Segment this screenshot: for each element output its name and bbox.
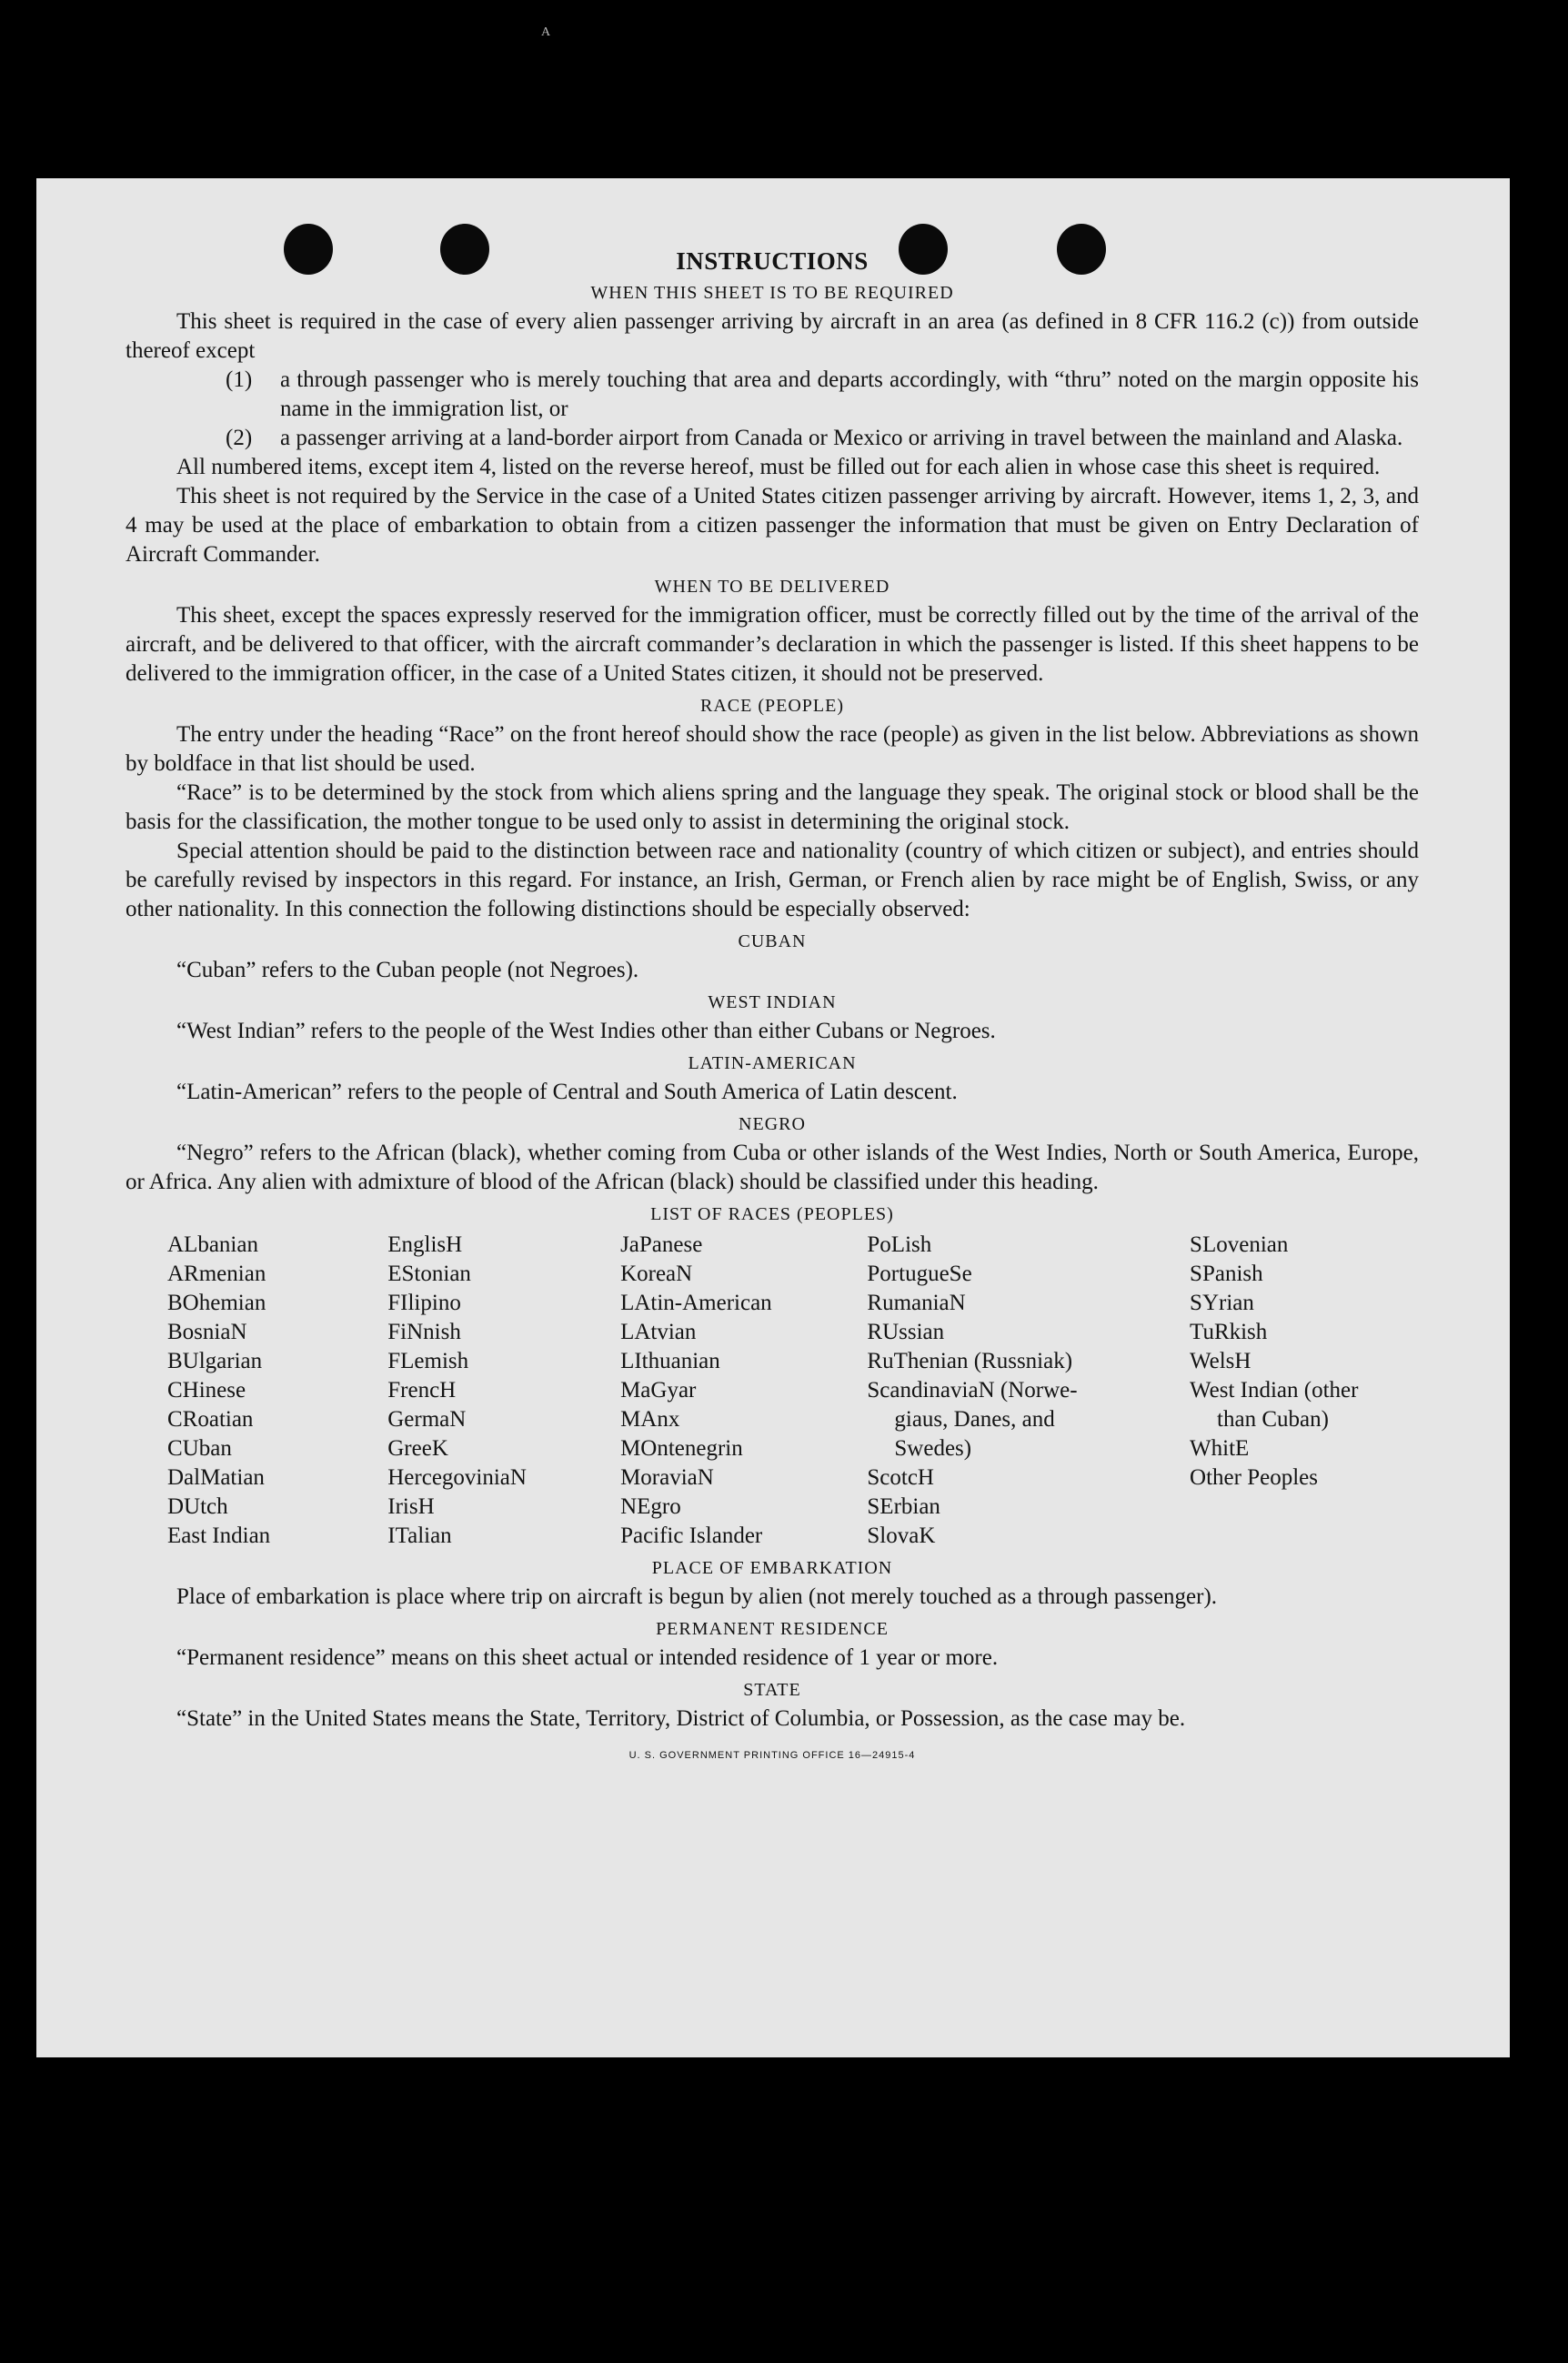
section-title-race: RACE (PEOPLE) — [700, 696, 844, 716]
section-title-cuban: CUBAN — [738, 931, 807, 951]
race-entry: LIthuanian — [620, 1349, 720, 1373]
paragraph: This sheet, except the spaces expressly reserved for the immigration officer, must be correctly filled out by the time of the arrival of the aircraft, and be delivered to that officer, with the aircraft commander’s declaration in which the passenger is listed. If this sheet happens to be delivered to the immigration officer, in the case of a United States citizen, it should not be preserved. — [126, 603, 1419, 686]
section-title-west-indian: WEST INDIAN — [708, 992, 837, 1012]
paragraph: “Permanent residence” means on this sheet actual or intended residence of 1 year or more. — [176, 1645, 999, 1670]
paragraph: All numbered items, except item 4, listed on the reverse hereof, must be filled out for each alien in whose case this sheet is required. — [176, 455, 1381, 479]
race-entry: WelsH — [1190, 1349, 1251, 1373]
paragraph: This sheet is not required by the Service in the case of a United States citizen passenger arriving by aircraft. However, items 1, 2, 3, and 4 may be used at the place of embarkation to obtain from a citizen passenger the information that must be given on Entry Declaration of Aircraft Commander. — [126, 484, 1419, 567]
race-entry: EStonian — [387, 1262, 471, 1286]
race-entry: EnglisH — [387, 1232, 463, 1257]
item-number: (2) — [226, 426, 253, 450]
race-entry: HercegoviniaN — [387, 1465, 527, 1490]
race-list — [126, 1231, 1419, 1551]
race-entry: GreeK — [387, 1436, 448, 1461]
race-column — [867, 1231, 1190, 1551]
paragraph: Place of embarkation is place where trip on aircraft is begun by alien (not merely touched as a through passenger). — [176, 1584, 1218, 1609]
paragraph: “State” in the United States means the State, Territory, District of Columbia, or Possession, as the case may be. — [176, 1706, 1186, 1731]
race-entry: WhitE — [1190, 1436, 1250, 1461]
race-entry: BOhemian — [167, 1291, 266, 1315]
section-title-negro: NEGRO — [739, 1114, 806, 1134]
race-entry: KoreaN — [620, 1262, 693, 1286]
paragraph: “Cuban” refers to the Cuban people (not Negroes). — [176, 958, 639, 982]
section-title-embarkation: PLACE OF EMBARKATION — [651, 1558, 893, 1578]
race-entry: MoraviaN — [620, 1465, 714, 1490]
race-entry: SErbian — [867, 1494, 940, 1519]
race-entry: ARmenian — [167, 1262, 266, 1286]
race-entry: SPanish — [1190, 1262, 1263, 1286]
race-entry: NEgro — [620, 1494, 681, 1519]
race-column — [387, 1231, 620, 1551]
race-entry: ScotcH — [867, 1465, 934, 1490]
race-entry: DUtch — [167, 1494, 228, 1519]
race-entry: giaus, Danes, and — [894, 1407, 1055, 1432]
race-entry: TuRkish — [1190, 1320, 1268, 1344]
paragraph: The entry under the heading “Race” on the front hereof should show the race (people) as given in the list below. Abbreviations as shown by boldface in that list should be used. — [126, 722, 1419, 776]
race-column — [620, 1231, 867, 1551]
race-entry: Other Peoples — [1190, 1465, 1318, 1490]
race-entry: MAnx — [620, 1407, 680, 1432]
punch-hole — [899, 224, 948, 275]
race-entry: MaGyar — [620, 1378, 697, 1403]
race-entry: DalMatian — [167, 1465, 265, 1490]
race-entry: MOntenegrin — [620, 1436, 743, 1461]
race-entry: RumaniaN — [867, 1291, 966, 1315]
item-text: a passenger arriving at a land-border airport from Canada or Mexico or arriving in travel between the mainland and Alaska. — [280, 426, 1403, 450]
section-title-delivered: WHEN TO BE DELIVERED — [654, 577, 890, 597]
race-entry: East Indian — [167, 1523, 271, 1548]
race-column — [1190, 1231, 1419, 1551]
race-entry: ALbanian — [167, 1232, 258, 1257]
race-entry: ScandinaviaN (Norwe- — [867, 1378, 1078, 1403]
race-entry: FiNnish — [387, 1320, 461, 1344]
section-title-list: LIST OF RACES (PEOPLES) — [650, 1204, 894, 1224]
printer-imprint: U. S. GOVERNMENT PRINTING OFFICE 16—24915-4 — [628, 1750, 916, 1761]
paragraph: “Negro” refers to the African (black), whether coming from Cuba or other islands of the West Indies, North or South America, Europe, or Africa. Any alien with admixture of blood of the African (black) should be classified under this heading. — [126, 1141, 1419, 1194]
race-entry: Swedes) — [894, 1436, 972, 1461]
race-entry: FLemish — [387, 1349, 469, 1373]
paragraph: “West Indian” refers to the people of the West Indies other than either Cubans or Negroes. — [176, 1019, 996, 1043]
race-entry: JaPanese — [620, 1232, 703, 1257]
race-entry: SlovaK — [867, 1523, 936, 1548]
race-entry: PoLish — [867, 1232, 932, 1257]
race-entry: IrisH — [387, 1494, 435, 1519]
race-entry: CRoatian — [167, 1407, 254, 1432]
race-entry: West Indian (other — [1190, 1378, 1359, 1403]
race-entry: BosniaN — [167, 1320, 247, 1344]
list-item — [126, 366, 1419, 424]
instruction-sheet — [36, 178, 1510, 2057]
section-title-residence: PERMANENT RESIDENCE — [656, 1619, 889, 1639]
punch-hole — [284, 224, 333, 275]
race-entry: PortugueSe — [867, 1262, 972, 1286]
race-entry: LAtvian — [620, 1320, 697, 1344]
punch-hole — [440, 224, 489, 275]
item-number: (1) — [226, 367, 253, 392]
section-title-latin-american: LATIN-AMERICAN — [688, 1053, 857, 1073]
race-column — [126, 1231, 387, 1551]
race-entry: Pacific Islander — [620, 1523, 763, 1548]
race-entry: GermaN — [387, 1407, 467, 1432]
race-entry: RUssian — [867, 1320, 945, 1344]
race-entry: CUban — [167, 1436, 232, 1461]
race-entry: SLovenian — [1190, 1232, 1289, 1257]
race-entry: BUlgarian — [167, 1349, 263, 1373]
race-entry: FrencH — [387, 1378, 457, 1403]
race-entry: FIlipino — [387, 1291, 461, 1315]
race-entry: ITalian — [387, 1523, 452, 1548]
paragraph: This sheet is required in the case of every alien passenger arriving by aircraft in an area (as defined in 8 CFR 116.2 (c)) from outside thereof except — [126, 309, 1419, 363]
race-entry: RuThenian (Russniak) — [867, 1349, 1073, 1373]
race-entry: LAtin-American — [620, 1291, 772, 1315]
paragraph: Special attention should be paid to the distinction between race and nationality (country of which citizen or subject), and entries should be carefully revised by inspectors in this regard. For instance, an Irish, German, or French alien by race might be of English, Swiss, or any other nationality. In this connection the following distinctions should be especially observed: — [126, 839, 1419, 921]
punch-hole — [1057, 224, 1106, 275]
race-entry: SYrian — [1190, 1291, 1254, 1315]
race-entry: than Cuban) — [1217, 1407, 1329, 1432]
paragraph: “Race” is to be determined by the stock from which aliens spring and the language they speak. The original stock or blood shall be the basis for the classification, the mother tongue to be used only to assist in determining the original stock. — [126, 780, 1419, 834]
race-entry: CHinese — [167, 1378, 246, 1403]
section-title-state: STATE — [743, 1680, 801, 1700]
page-title: INSTRUCTIONS — [676, 247, 869, 275]
section-title-required: WHEN THIS SHEET IS TO BE REQUIRED — [590, 283, 954, 303]
top-mark: A — [541, 25, 551, 39]
paragraph: “Latin-American” refers to the people of Central and South America of Latin descent. — [176, 1080, 958, 1104]
item-text: a through passenger who is merely touching that area and departs accordingly, with “thru” noted on the margin opposite his name in the immigration list, or — [280, 367, 1419, 421]
list-item — [126, 424, 1419, 453]
